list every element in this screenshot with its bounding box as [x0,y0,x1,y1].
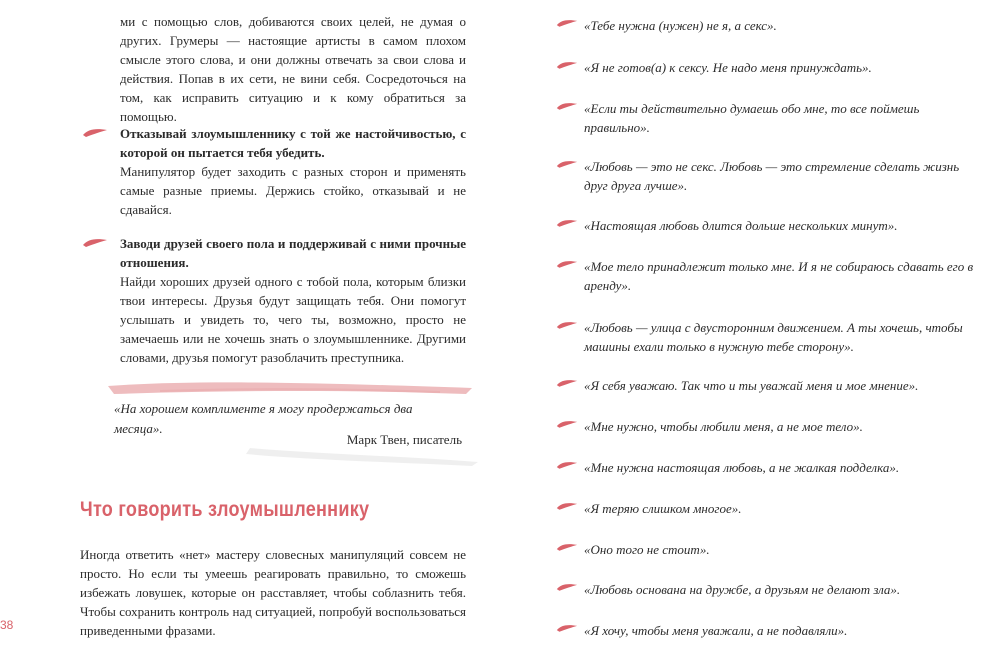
phrase-text: «Я не готов(а) к сексу. Не надо меня принуждать». [584,60,872,75]
brush-bullet-icon [556,218,578,228]
brush-bullet-icon [556,542,578,552]
phrase-text: «Я теряю слишком многое». [584,501,742,516]
phrase-item [556,157,976,195]
brush-bullet-icon [556,419,578,429]
quote-block [100,378,480,468]
phrase-item [556,417,976,436]
phrase-text: «Любовь основана на дружбе, а друзьям не делают зла». [584,582,901,597]
phrase-text: «Я себя уважаю. Так что и ты уважай меня и мое мнение». [584,378,919,393]
phrase-item [556,16,976,35]
tip-title: Отказывай злоумышленнику с той же настойчивостью, с которой он пытается тебя убедить. [120,126,466,160]
brush-bullet-icon [556,101,578,111]
tip-body [120,124,466,219]
brush-bullet-icon [556,320,578,330]
tip-item [82,234,466,367]
phrase-text: «Если ты действительно думаешь обо мне, то все поймешь правильно». [584,101,920,135]
phrase-text: «Мое тело принадлежит только мне. И я не собираюсь сдавать его в аренду». [584,259,974,293]
phrase-item [556,458,976,477]
brush-bullet-icon [556,501,578,511]
brush-bullet-icon [82,237,108,248]
phrase-item [556,580,976,599]
tip-text: Найди хороших друзей одного с тобой пола, которым близки твои интересы. Друзья будут защищать тебя. Они помогут услышать и увидеть то, чего ты, возможно, просто не замечаешь или не хочешь знать о злоумышленнике. Другими словами, друзья помогут разоблачить преступника. [120,274,466,365]
brush-bullet-icon [556,259,578,269]
phrase-text: «Настоящая любовь длится дольше нескольких минут». [584,218,898,233]
phrase-item [556,540,976,559]
brush-bullet-icon [556,378,578,388]
brush-bullet-icon [556,460,578,470]
phrase-item [556,318,976,356]
tip-text: Манипулятор будет заходить с разных сторон и применять самые разные приемы. Держись стойко, отказывай и не сдавайся. [120,164,466,217]
intro-paragraph: Иногда ответить «нет» мастеру словесных манипуляций совсем не просто. Но если ты умеешь реагировать правильно, то сможешь избежать ловушек, которые он расставляет, чтобы соблазнить тебя. Чтобы сохранить контроль над ситуацией, попробуй воспользоваться приведенными фразами. [80,547,466,638]
brush-bullet-icon [556,159,578,169]
phrase-item [556,499,976,518]
phrase-item [556,99,976,137]
phrase-item [556,621,976,640]
tip-body [120,234,466,367]
phrase-text: «Оно того не стоит». [584,542,710,557]
phrase-text: «Мне нужно, чтобы любили меня, а не мое тело». [584,419,863,434]
quote-text: «На хорошем комплименте я могу продержаться два месяца». [114,401,413,436]
quote-author: Марк Твен, писатель [346,432,462,447]
phrase-item [556,216,976,235]
phrase-text: «Мне нужна настоящая любовь, а не жалкая подделка». [584,460,900,475]
phrase-text: «Любовь — улица с двусторонним движением. А ты хочешь, чтобы машины ехали только в нужную тебе сторону». [584,320,963,354]
continued-paragraph: ми с помощью слов, добиваются своих целей, не думая о других. Грумеры — настоящие артисты в самом плохом смысле этого слова, и они должны отвечать за свои слова и действия. Попав в их сети, не вини себя. Сосредоточься на том, как исправить ситуацию и к кому обратиться за помощью. [120,14,466,124]
page-number: 38 [0,618,14,632]
brush-bullet-icon [556,60,578,70]
phrase-item [556,376,976,395]
brush-bullet-icon [556,18,578,28]
brush-bullet-icon [556,623,578,633]
phrase-item [556,58,976,77]
phrase-text: «Я хочу, чтобы меня уважали, а не подавляли». [584,623,848,638]
phrase-item [556,257,976,295]
phrase-text: «Тебе нужна (нужен) не я, а секс». [584,18,777,33]
right-page [500,0,1000,650]
phrase-text: «Любовь — это не секс. Любовь — это стремление сделать жизнь друг друга лучше». [584,159,960,193]
tip-title: Заводи друзей своего пола и поддерживай с ними прочные отношения. [120,236,466,270]
brush-bullet-icon [556,582,578,592]
tip-item [82,124,466,219]
section-title: Что говорить злоумышленнику [80,498,370,521]
brush-bullet-icon [82,127,108,138]
